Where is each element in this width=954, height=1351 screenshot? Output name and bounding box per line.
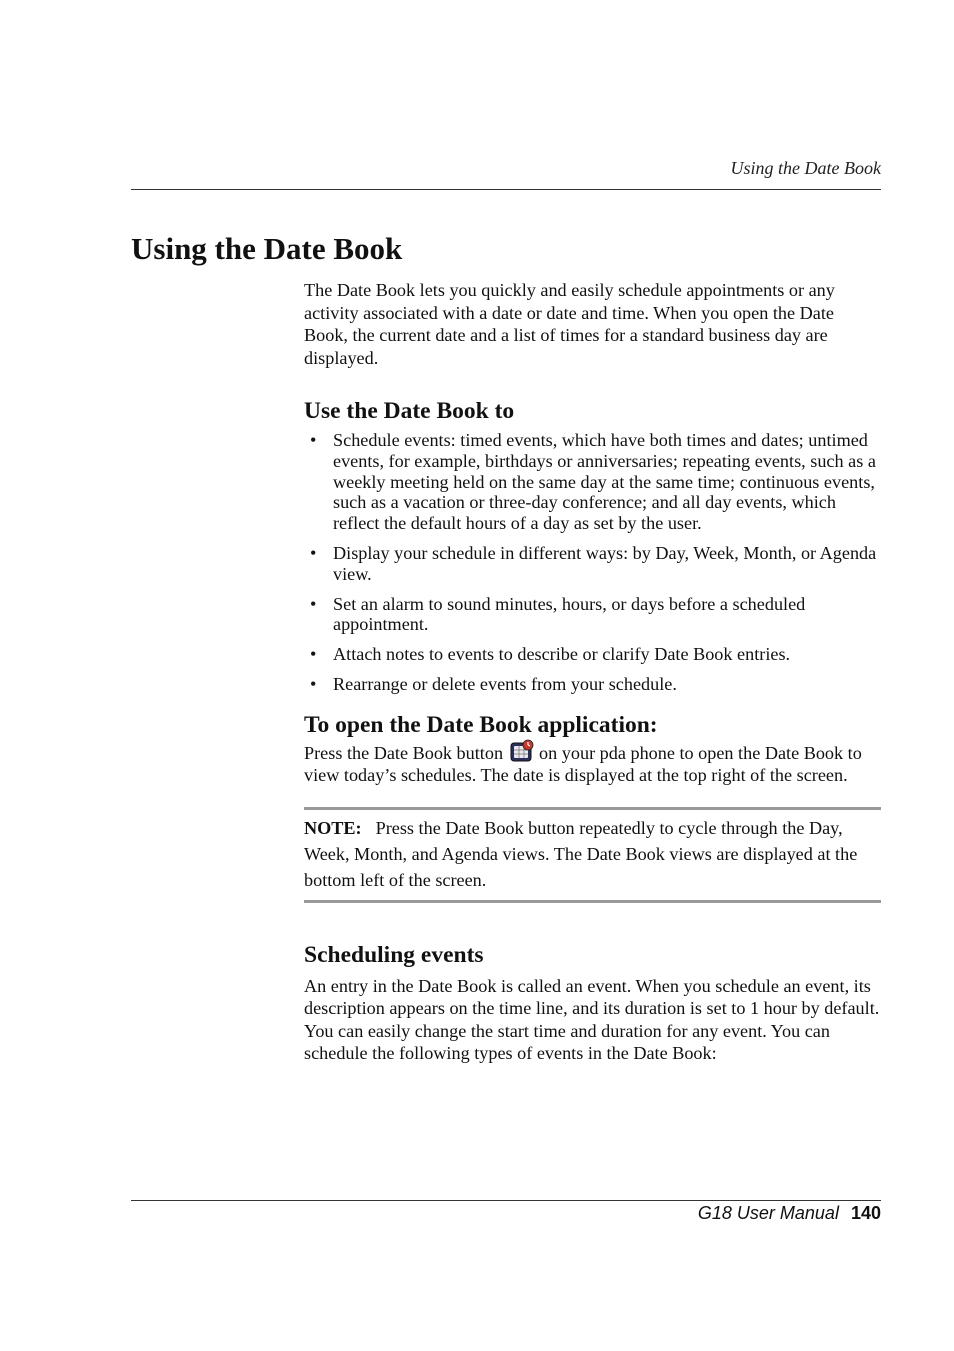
note-box bbox=[304, 807, 881, 903]
list-item bbox=[304, 594, 881, 636]
open-text-before: Press the Date Book button bbox=[304, 742, 504, 763]
list-item-text: Display your schedule in different ways: by Day, Week, Month, or Agenda view. bbox=[333, 542, 877, 584]
open-text-after: on your pda phone to open the Date Book to view today’s schedules. The date is displayed at the top right of the screen. bbox=[304, 742, 862, 786]
list-item-text: Schedule events: timed events, which have both times and dates; untimed events, for example, birthdays or anniversaries; repeating events, such as a weekly meeting held on the same day at the same time; continuous events, such as a vacation or three-day conference; and all day events, which reflect the default hours of a day as set by the user. bbox=[333, 430, 876, 534]
list-item bbox=[304, 430, 881, 534]
bullet-marker: • bbox=[310, 673, 317, 694]
intro-paragraph: The Date Book lets you quickly and easily schedule appointments or any activity associated with a date or date and time. When you open the Date Book, the current date and a list of times for a standard business day are displayed. bbox=[304, 280, 835, 368]
list-item bbox=[304, 674, 881, 695]
scheduling-section-heading: Scheduling events bbox=[304, 941, 484, 968]
open-section-heading: To open the Date Book application: bbox=[304, 711, 658, 738]
bullet-marker: • bbox=[310, 593, 317, 614]
main-content bbox=[304, 279, 881, 1065]
bullet-marker: • bbox=[310, 430, 317, 450]
list-item-text: Rearrange or delete events from your schedule. bbox=[333, 673, 677, 694]
list-item-text: Attach notes to events to describe or clarify Date Book entries. bbox=[333, 644, 791, 665]
list-item bbox=[304, 543, 881, 585]
note-label: NOTE: bbox=[304, 817, 362, 838]
list-item bbox=[304, 644, 881, 665]
bullet-marker: • bbox=[310, 542, 317, 563]
open-instructions bbox=[304, 739, 881, 787]
use-section-heading: Use the Date Book to bbox=[304, 398, 515, 424]
page-title: Using the Date Book bbox=[131, 231, 403, 266]
date-book-icon bbox=[509, 739, 535, 763]
use-list bbox=[304, 430, 881, 695]
list-item-text: Set an alarm to sound minutes, hours, or days before a scheduled appointment. bbox=[333, 593, 806, 635]
running-header: Using the Date Book bbox=[730, 158, 881, 178]
scheduling-paragraph: An entry in the Date Book is called an event. When you schedule an event, its description appears on the time line, and its duration is set to 1 hour by default. You can easily change the start time and duration for any event. You can schedule the following types of events in the Date Book: bbox=[304, 975, 880, 1064]
page-number: 140 bbox=[850, 1203, 881, 1223]
page-footer bbox=[698, 1203, 881, 1224]
bullet-marker: • bbox=[310, 644, 317, 665]
header-rule bbox=[131, 189, 881, 190]
note-text: Press the Date Book button repeatedly to cycle through the Day, Week, Month, and Agenda views. The Date Book views are displayed at the bottom left of the screen. bbox=[304, 817, 858, 890]
footer-rule bbox=[131, 1200, 881, 1201]
manual-name: G18 User Manual bbox=[697, 1203, 839, 1223]
